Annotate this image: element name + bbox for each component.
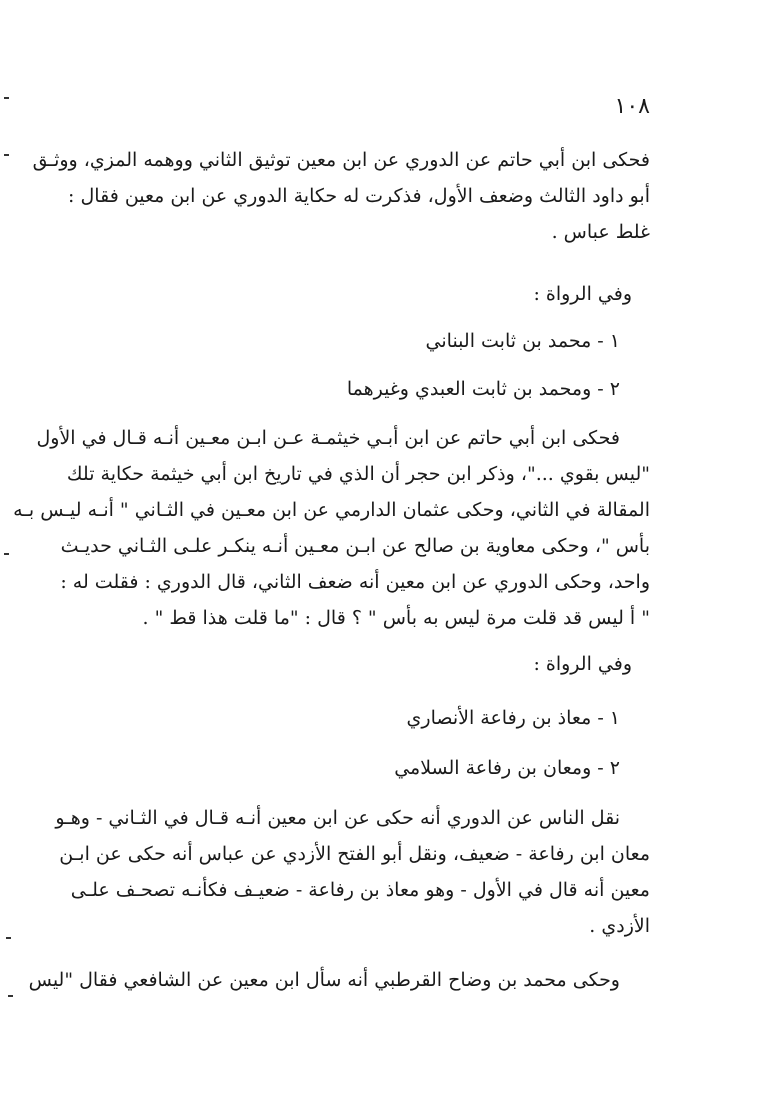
text-line: غلط عباس . — [551, 221, 650, 243]
text-line: بأس "، وحكى معاوية بن صالح عن ابـن معـين أنـه ينكـر علـى الثـاني حديـث — [60, 535, 650, 557]
narrator-list-2 — [78, 700, 650, 786]
narrators-heading — [78, 276, 650, 312]
page-number: ١٠٨ — [614, 94, 650, 119]
text-line: معين أنه قال في الأول - وهو معاذ بن رفاعة - ضعيـف فكأنـه تصحـف علـى — [70, 879, 650, 901]
text-line: فحكى ابن أبي حاتم عن ابن أبـي خيثمـة عـن ابـن معـين أنـه قـال في الأول — [36, 427, 620, 449]
paragraph-4 — [28, 962, 650, 998]
list-item: ٢ - ومعان بن رفاعة السلامي — [394, 757, 620, 779]
paragraph-3 — [55, 800, 650, 944]
text-line: " أ ليس قد قلت مرة ليس به بأس " ؟ قال : "ما قلت هذا قط " . — [142, 607, 650, 629]
list-item: ١ - محمد بن ثابت البناني — [425, 330, 620, 352]
margin-mark — [8, 995, 13, 997]
margin-mark — [4, 154, 9, 156]
margin-mark — [6, 937, 11, 939]
text-line: نقل الناس عن الدوري أنه حكى عن ابن معين أنـه قـال في الثـاني - وهـو — [55, 807, 620, 829]
narrator-list-1 — [78, 323, 650, 407]
text-line: وحكى محمد بن وضاح القرطبي أنه سأل ابن معين عن الشافعي فقال "ليس — [28, 969, 620, 991]
text-line: وفي الرواة : — [533, 283, 632, 305]
text-line: معان ابن رفاعة - ضعيف، ونقل أبو الفتح الأزدي عن عباس أنه حكى عن ابـن — [59, 843, 650, 865]
text-line: واحد، وحكى الدوري عن ابن معين أنه ضعف الثاني، قال الدوري : فقلت له : — [60, 571, 650, 593]
text-line: وفي الرواة : — [533, 653, 632, 675]
margin-mark — [4, 97, 9, 99]
paragraph-1 — [32, 142, 650, 250]
text-line: الأزدي . — [589, 915, 650, 937]
text-line: فحكى ابن أبي حاتم عن الدوري عن ابن معين توثيق الثاني ووهمه المزي، ووثـق — [32, 149, 650, 171]
text-line: المقالة في الثاني، وحكى عثمان الدارمي عن ابن معـين في الثـاني " أنـه ليـس بـه — [13, 499, 650, 521]
narrators-heading — [78, 646, 650, 682]
list-item: ١ - معاذ بن رفاعة الأنصاري — [406, 707, 620, 729]
text-line: أبو داود الثالث وضعف الأول، فذكرت له حكاية الدوري عن ابن معين فقال : — [68, 185, 650, 207]
paragraph-2 — [13, 420, 650, 636]
margin-mark — [4, 553, 9, 555]
list-item: ٢ - ومحمد بن ثابت العبدي وغيرهما — [346, 378, 620, 400]
text-line: "ليس بقوي ..."، وذكر ابن حجر أن الذي في تاريخ ابن أبي خيثمة حكاية تلك — [66, 463, 650, 485]
